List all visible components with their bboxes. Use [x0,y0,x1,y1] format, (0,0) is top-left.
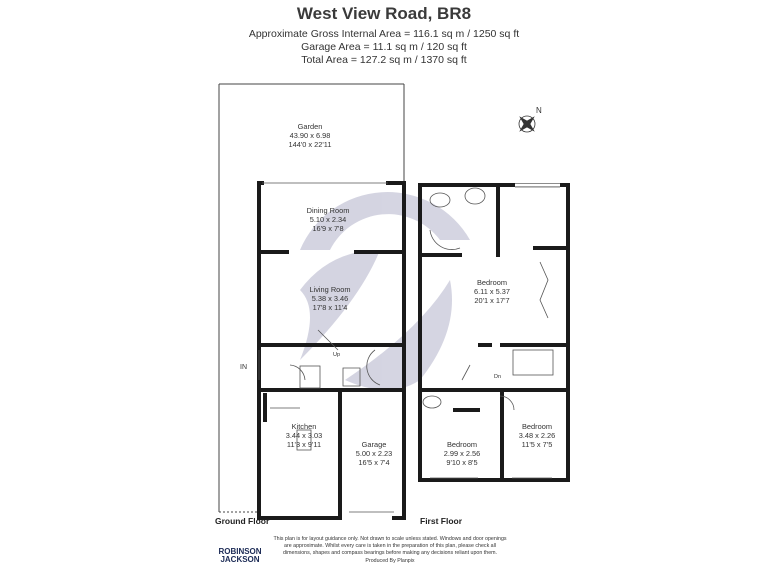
garden-label: Garden 43.90 x 6.98 144'0 x 22'11 [288,122,332,149]
dining-room-label: Dining Room 5.10 x 2.34 16'9 x 7'8 [306,206,350,233]
agency-logo: ROBINSON JACKSON [218,547,262,564]
entry-marker: IN [240,364,247,371]
first-floor-caption: First Floor [420,516,463,526]
living-room-label: Living Room 5.38 x 3.46 17'8 x 11'4 [309,285,351,312]
bedroom-two-label: Bedroom 2.99 x 2.56 9'10 x 8'5 [443,440,481,467]
garage-area-text: Garage Area = 11.1 sq m / 120 sq ft [301,41,467,53]
bedroom-three-label: Bedroom 3.48 x 2.26 11'5 x 7'5 [518,422,556,449]
garage-label: Garage 5.00 x 2.23 16'5 x 7'4 [355,440,393,467]
kitchen-label: Kitchen 3.44 x 3.03 11'3 x 9'11 [285,422,323,449]
ground-floor-caption: Ground Floor [215,516,270,526]
bedroom-main-label: Bedroom 6.11 x 5.37 20'1 x 17'7 [473,278,511,305]
total-area-text: Total Area = 127.2 sq m / 1370 sq ft [301,54,467,66]
gross-area-text: Approximate Gross Internal Area = 116.1 sq m / 1250 sq ft [248,28,520,40]
plan-title: West View Road, BR8 [296,4,472,23]
disclaimer: This plan is for layout guidance only. Not drawn to scale unless stated. Windows and door openings are approximate. Whilst every care is taken in the preparation of this plan, please check all dimensions, shapes and compass bearings before making any decisions reliant upon them. Produced By Planpix [273,536,507,564]
stairs-up-marker: Up [333,352,341,358]
compass-north-label: N [536,106,542,115]
stairs-down-marker: Dn [494,374,502,380]
